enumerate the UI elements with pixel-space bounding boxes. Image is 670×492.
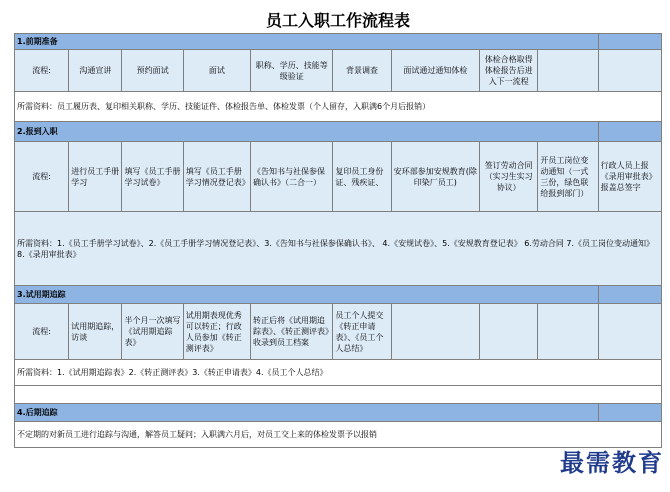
note-row xyxy=(15,92,662,122)
process-label[interactable]: 流程: xyxy=(15,142,69,212)
step-cell[interactable]: 面试通过通知体检 xyxy=(391,50,479,92)
step-cell[interactable]: 面试 xyxy=(183,50,250,92)
empty-cell[interactable] xyxy=(598,34,661,50)
step-cell[interactable]: 填写《员工手册学习情况登记表》 xyxy=(183,142,250,212)
empty-cell[interactable] xyxy=(598,404,661,422)
step-cell[interactable]: 背景调查 xyxy=(333,50,391,92)
note-row xyxy=(15,360,662,386)
step-cell[interactable] xyxy=(598,50,661,92)
section-3-header[interactable]: 3.试用期追踪 xyxy=(15,286,599,304)
step-cell[interactable]: 签订劳动合同（实习生实习协议） xyxy=(480,142,538,212)
section-header-row xyxy=(15,122,662,142)
process-label[interactable]: 流程: xyxy=(15,304,69,360)
spacer-cell[interactable] xyxy=(15,386,662,404)
process-label[interactable]: 流程: xyxy=(15,50,69,92)
step-cell[interactable]: 《告知书与社保参保确认书》（二合一） xyxy=(251,142,333,212)
workflow-table xyxy=(14,33,662,448)
step-cell[interactable]: 试用期追踪，访谈 xyxy=(69,304,122,360)
step-cell[interactable]: 试用期表现优秀可以转正；行政人员参加《转正测评表》 xyxy=(183,304,250,360)
step-cell[interactable] xyxy=(538,304,598,360)
step-cell[interactable]: 职称、学历、技能等级验证 xyxy=(251,50,333,92)
page-title: 员工入职工作流程表 xyxy=(265,11,410,30)
step-cell[interactable]: 填写《员工手册学习试卷》 xyxy=(122,142,183,212)
step-cell[interactable]: 预约面试 xyxy=(122,50,183,92)
section-1-note[interactable]: 所需资料：员工履历表、复印相关职称、学历、技能证件、体检报告单、体检发票（个人留存，入职满6个月后报销） xyxy=(15,92,662,122)
note-row xyxy=(15,212,662,286)
section-3-note[interactable]: 所需资料：1.《试用期追踪表》2.《转正测评表》3.《转正申请表》4.《员工个人总结》 xyxy=(15,360,662,386)
section-2-note[interactable]: 所需资料：1.《员工手册学习试卷》、2.《员工手册学习情况登记表》、3.《告知书与社保参保确认书》、 4.《安规试卷》、5.《安规教育登记表》 6.劳动合同 7.《员工岗位变动通知》 8.《录用审批表》 xyxy=(15,212,662,286)
section-4-note[interactable]: 不定期的对新员工进行追踪与沟通，解答员工疑问；入职满六月后，对员工交上来的体检发票予以报销 xyxy=(15,422,662,448)
spacer-row xyxy=(15,386,662,404)
step-cell[interactable]: 转正后将《试用期追踪表》、《转正测评表》收录到员工档案 xyxy=(251,304,333,360)
step-cell[interactable]: 进行员工手册学习 xyxy=(69,142,122,212)
empty-cell[interactable] xyxy=(598,286,661,304)
section-1-header[interactable]: 1.前期准备 xyxy=(15,34,599,50)
section-header-row xyxy=(15,286,662,304)
watermark-logo: 最需教育 xyxy=(560,448,664,477)
section-header-row xyxy=(15,404,662,422)
step-cell[interactable]: 员工个人提交《转正申请表》、《员工个人总结》 xyxy=(333,304,391,360)
section-header-row xyxy=(15,34,662,50)
section-4-header[interactable]: 4.后期追踪 xyxy=(15,404,599,422)
step-cell[interactable]: 沟通宣讲 xyxy=(69,50,122,92)
step-cell[interactable] xyxy=(391,304,479,360)
process-row xyxy=(15,50,662,92)
empty-cell[interactable] xyxy=(598,122,661,142)
step-cell[interactable]: 半个月一次填写《试用期追踪表》 xyxy=(122,304,183,360)
step-cell[interactable] xyxy=(538,50,598,92)
step-cell[interactable] xyxy=(598,304,661,360)
step-cell[interactable]: 行政人员上报《录用审批表》报盖总签字 xyxy=(598,142,661,212)
step-cell[interactable] xyxy=(480,304,538,360)
process-row xyxy=(15,142,662,212)
step-cell[interactable]: 体检合格取得体检报告后进入下一流程 xyxy=(480,50,538,92)
step-cell[interactable]: 开员工岗位变动通知（一式三份，绿色联给报到部门） xyxy=(538,142,598,212)
step-cell[interactable]: 复印员工身份证、残疾证、 xyxy=(333,142,391,212)
step-cell[interactable]: 安环部参加安规教育(除印染厂员工) xyxy=(391,142,479,212)
process-row xyxy=(15,304,662,360)
section-2-header[interactable]: 2.报到入职 xyxy=(15,122,599,142)
